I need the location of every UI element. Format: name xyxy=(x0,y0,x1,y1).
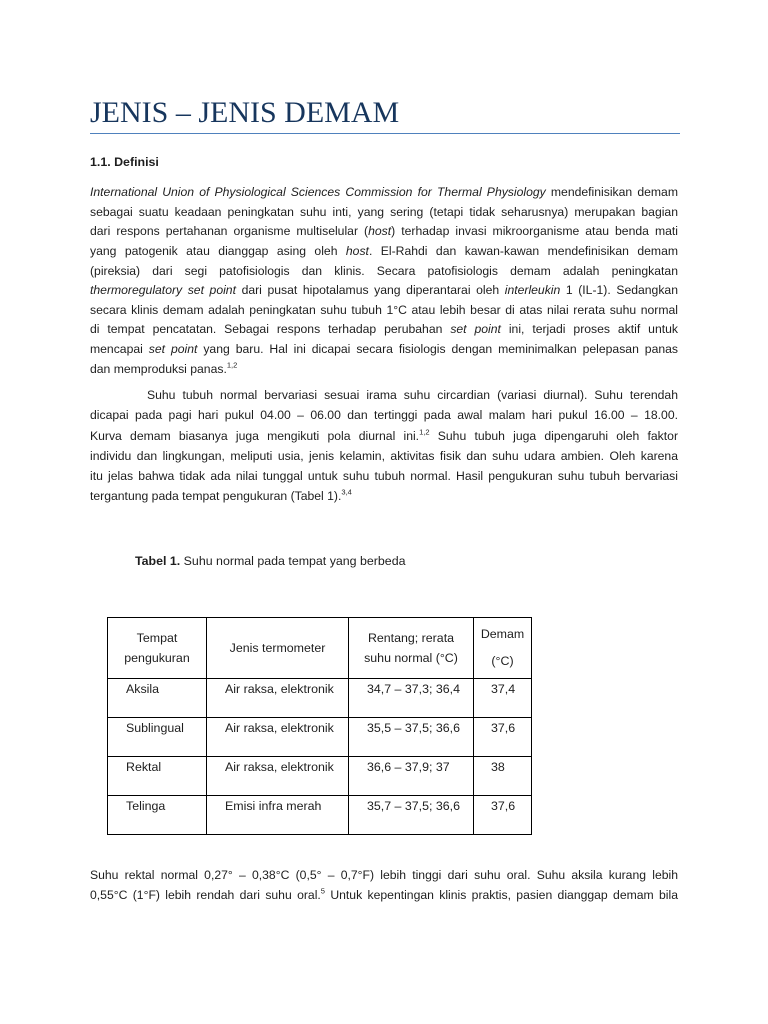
citation-superscript: 3,4 xyxy=(341,488,352,498)
paragraph-suhu-normal xyxy=(90,385,678,507)
table-row xyxy=(108,679,532,718)
text-segment: 1 (IL-1). Sedangkan xyxy=(560,283,678,298)
table-row xyxy=(108,796,532,835)
text-segment: 0,55°C (1°F) lebih rendah dari suhu oral. xyxy=(90,888,321,902)
italic-term: interleukin xyxy=(504,283,561,298)
italic-term: host xyxy=(345,243,369,258)
text-segment: . El-Rahdi dan kawan-kawan mendefinisikan demam xyxy=(368,243,679,258)
italic-term: set point xyxy=(450,322,501,337)
cell-tempat: Aksila xyxy=(108,679,207,718)
text-line xyxy=(90,446,678,466)
text-line xyxy=(90,426,678,446)
cell-tempat: Rektal xyxy=(108,757,207,796)
cell-demam: 37,4 xyxy=(474,679,532,718)
citation-superscript: 5 xyxy=(320,886,325,896)
table-caption xyxy=(135,551,405,571)
temperature-table xyxy=(107,617,532,835)
text-segment: dari respons pertahanan organisme multiselular ( xyxy=(90,224,369,239)
header-line: pengukuran xyxy=(124,651,190,665)
text-segment: yang patogenik atau dianggap asing oleh xyxy=(90,243,346,258)
cell-rentang: 35,5 – 37,5; 36,6 xyxy=(349,718,474,757)
text-segment: mendefinisikan demam xyxy=(545,185,678,199)
header-jenis-termometer xyxy=(207,618,349,679)
cell-termometer: Air raksa, elektronik xyxy=(207,718,349,757)
text-line xyxy=(90,865,678,885)
paragraph-definisi xyxy=(90,183,678,379)
section-heading: 1.1. Definisi xyxy=(90,155,159,169)
text-segment: di tempat pencatatan. Sebagai respons terhadap perubahan xyxy=(90,322,451,337)
text-segment: Untuk kepentingan klinis praktis, pasien dianggap demam bila xyxy=(325,888,678,902)
cell-termometer: Air raksa, elektronik xyxy=(207,757,349,796)
text-line xyxy=(90,320,678,340)
text-segment: individu dan lingkungan, meliputi usia, jenis kelamin, aktivitas fisik dan suhu udara ambien. Oleh karena xyxy=(90,448,678,463)
text-line xyxy=(90,885,678,905)
text-segment: dan memproduksi panas. xyxy=(90,361,227,376)
header-line: Jenis termometer xyxy=(229,640,326,655)
text-segment: ini, terjadi proses aktif untuk xyxy=(500,322,678,337)
text-segment: mencapai xyxy=(90,342,149,357)
text-line xyxy=(90,222,678,242)
cell-termometer: Air raksa, elektronik xyxy=(207,679,349,718)
cell-rentang: 35,7 – 37,5; 36,6 xyxy=(349,796,474,835)
table-caption-label: Tabel 1. xyxy=(135,554,181,568)
text-line xyxy=(90,405,678,425)
header-line: (°C) xyxy=(491,654,514,668)
header-rentang-rerata xyxy=(349,618,474,679)
text-segment: ) terhadap invasi mikroorganisme atau benda mati xyxy=(391,224,678,239)
title-underline xyxy=(90,133,680,134)
text-segment: Kurva demam biasanya juga mengikuti pola diurnal ini. xyxy=(90,428,420,443)
text-line xyxy=(90,301,678,321)
text-line xyxy=(90,262,678,282)
text-segment: Suhu rektal normal 0,27° – 0,38°C (0,5° – 0,7°F) lebih tinggi dari suhu oral. Suhu aksila kurang lebih xyxy=(90,868,678,882)
italic-term: International Union of Physiological Sciences Commission for Thermal Physiology xyxy=(90,185,546,199)
cell-termometer: Emisi infra merah xyxy=(207,796,349,835)
cell-demam: 38 xyxy=(474,757,532,796)
text-line xyxy=(90,281,678,301)
table-row xyxy=(108,718,532,757)
text-segment: Suhu tubuh normal bervariasi sesuai irama suhu circardian (variasi diurnal). Suhu terendah xyxy=(147,388,678,402)
citation-superscript: 1,2 xyxy=(419,427,430,437)
text-segment: Suhu tubuh juga dipengaruhi oleh faktor xyxy=(429,428,679,443)
italic-term: thermoregulatory set point xyxy=(90,283,236,298)
header-line: suhu normal (°C) xyxy=(364,651,458,665)
text-segment: dari pusat hipotalamus yang diperantarai oleh xyxy=(235,283,505,298)
cell-rentang: 34,7 – 37,3; 36,4 xyxy=(349,679,474,718)
header-line: Rentang; rerata xyxy=(367,630,455,645)
italic-term: host xyxy=(368,224,392,239)
text-segment: tergantung pada tempat pengukuran (Tabel 1). xyxy=(90,489,342,504)
text-segment: sebagai suatu keadaan peningkatan suhu inti, yang sering (tetapi tidak seharusnya) merupakan bagian xyxy=(90,204,678,219)
citation-superscript: 1,2 xyxy=(226,360,238,370)
text-segment: dicapai pada pagi hari pukul 04.00 – 06.00 dan tertinggi pada awal malam hari pukul 16.00 – 18.00. xyxy=(90,408,678,423)
text-segment: yang baru. Hal ini dicapai secara fisiologis dengan meminimalkan pelepasan panas xyxy=(197,342,678,357)
text-line xyxy=(90,183,678,203)
cell-rentang: 36,6 – 37,9; 37 xyxy=(349,757,474,796)
table-caption-text: Suhu normal pada tempat yang berbeda xyxy=(183,554,406,568)
text-segment: secara klinis demam adalah peningkatan suhu tubuh 1°C atau lebih besar di atas nilai rerata suhu normal xyxy=(90,302,678,317)
cell-demam: 37,6 xyxy=(474,796,532,835)
text-segment: (pireksia) dari segi patofisiologis dan klinis. Secara patofisiologis demam adalah peningkatan xyxy=(90,263,678,278)
text-line xyxy=(90,360,678,380)
paragraph-suhu-rektal xyxy=(90,865,678,905)
text-line xyxy=(90,340,678,360)
italic-term: set point xyxy=(148,342,198,357)
text-segment: itu jelas bahwa tidak ada nilai tunggal untuk suhu tubuh normal. Hasil pengukuran suhu tubuh bervariasi xyxy=(90,469,678,484)
header-line: Demam xyxy=(480,627,525,641)
text-line xyxy=(90,242,678,262)
text-line xyxy=(90,466,678,486)
text-line xyxy=(90,486,678,506)
cell-demam: 37,6 xyxy=(474,718,532,757)
header-tempat-pengukuran xyxy=(108,618,207,679)
cell-tempat: Sublingual xyxy=(108,718,207,757)
text-line xyxy=(90,385,678,405)
header-line: Tempat xyxy=(136,630,178,645)
text-line xyxy=(90,203,678,223)
document-title: JENIS – JENIS DEMAM xyxy=(90,96,400,129)
table-header-row xyxy=(108,618,532,679)
header-demam xyxy=(474,618,532,679)
table-row xyxy=(108,757,532,796)
cell-tempat: Telinga xyxy=(108,796,207,835)
